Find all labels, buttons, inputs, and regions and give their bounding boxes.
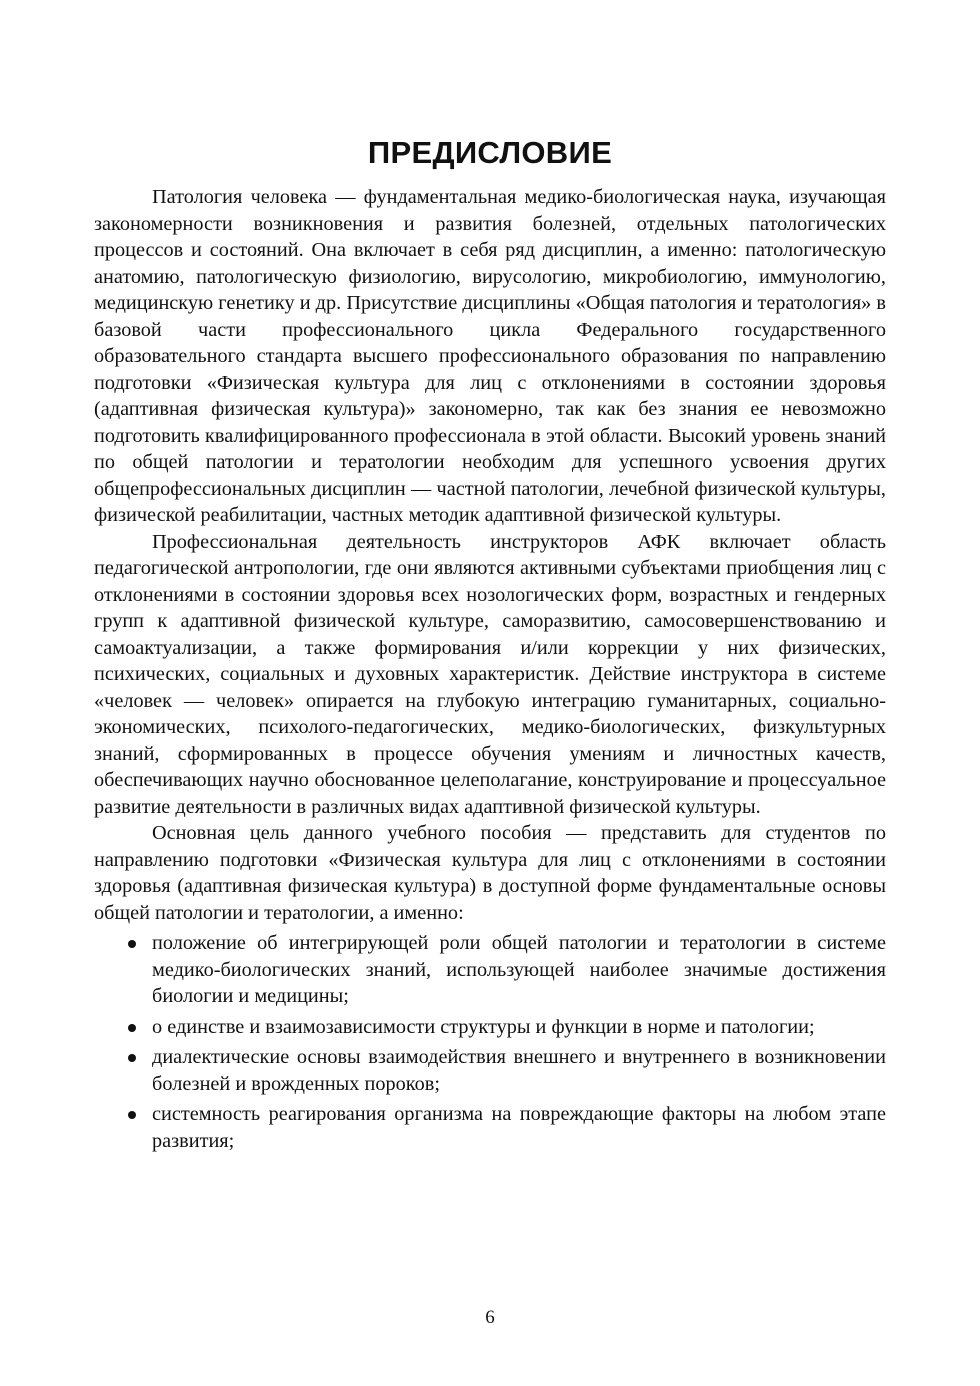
page-body: [94, 134, 886, 1154]
bullet-dot-icon: [128, 1111, 136, 1119]
list-item-text: о единстве и взаимозависимости структуры и функции в норме и патологии;: [152, 1015, 815, 1038]
paragraph-2: Профессиональная деятельность инструкторов АФК включает область педагогической антропологии, где они являются активными субъектами приобщения лиц с отклонениями в состоянии здоровья всех нозологических форм, возрастных и гендерных групп к адаптивной физической культуре, саморазвитию, самосовершенствованию и самоактуализации, а также формирования и/или коррекции у них физических, психических, социальных и духовных характеристик. Действие инструктора в системе «человек — человек» опирается на глубокую интеграцию гуманитарных, социально-экономических, психолого-педагогических, медико-биологических, физкультурных знаний, сформированных в процессе обучения умениям и личностных качеств, обеспечивающих научно обоснованное целеполагание, конструирование и процессуальное развитие деятельности в различных видах адаптивной физической культуры.: [94, 530, 886, 818]
paragraph-1: Патология человека — фундаментальная медико-биологическая наука, изучающая закономерности возникновения и развития болезней, отдельных патологических процессов и состояний. Она включает в себя ряд дисциплин, а именно: патологическую анатомию, патологическую физиологию, вирусологию, микробиологию, иммунологию, медицинскую генетику и др. Присутствие дисциплины «Общая патология и тератология» в базовой части профессионального цикла Федерального государственного образовательного стандарта высшего профессионального образования по направлению подготовки «Физическая культура для лиц с отклонениями в состоянии здоровья (адаптивная физическая культура)» закономерно, так как без знания ее невозможно подготовить квалифицированного профессионала в этой области. Высокий уровень знаний по общей патологии и тератологии необходим для успешного усвоения других общепрофессиональных дисциплин — частной патологии, лечебной физической культуры, физической реабилитации, частных методик адаптивной физической культуры.: [94, 186, 886, 526]
list-item-text: системность реагирования организма на повреждающие факторы на любом этапе развития;: [152, 1103, 886, 1152]
page-title: ПРЕДИСЛОВИЕ: [367, 135, 613, 170]
bullet-dot-icon: [128, 1054, 136, 1062]
list-item: [94, 1014, 886, 1041]
bullet-dot-icon: [128, 1024, 136, 1032]
list-item-text: положение об интегрирующей роли общей патологии и тератологии в системе медико-биологических знаний, использующей наиболее значимые достижения биологии и медицины;: [152, 932, 886, 1007]
list-item: [94, 1044, 886, 1097]
paragraph-3: Основная цель данного учебного пособия — представить для студентов по направлению подготовки «Физическая культура для лиц с отклонениями в состоянии здоровья (адаптивная физическая культура) в доступной форме фундаментальные основы общей патологии и тератологии, а именно:: [94, 822, 886, 924]
list-item-text: диалектические основы взаимодействия внешнего и внутреннего в возникновении болезней и врожденных пороков;: [152, 1046, 886, 1095]
page-number: 6: [485, 1307, 495, 1328]
list-item: [94, 930, 886, 1010]
list-item: [94, 1101, 886, 1154]
bullet-dot-icon: [128, 940, 136, 948]
bullet-list: [94, 930, 886, 1154]
